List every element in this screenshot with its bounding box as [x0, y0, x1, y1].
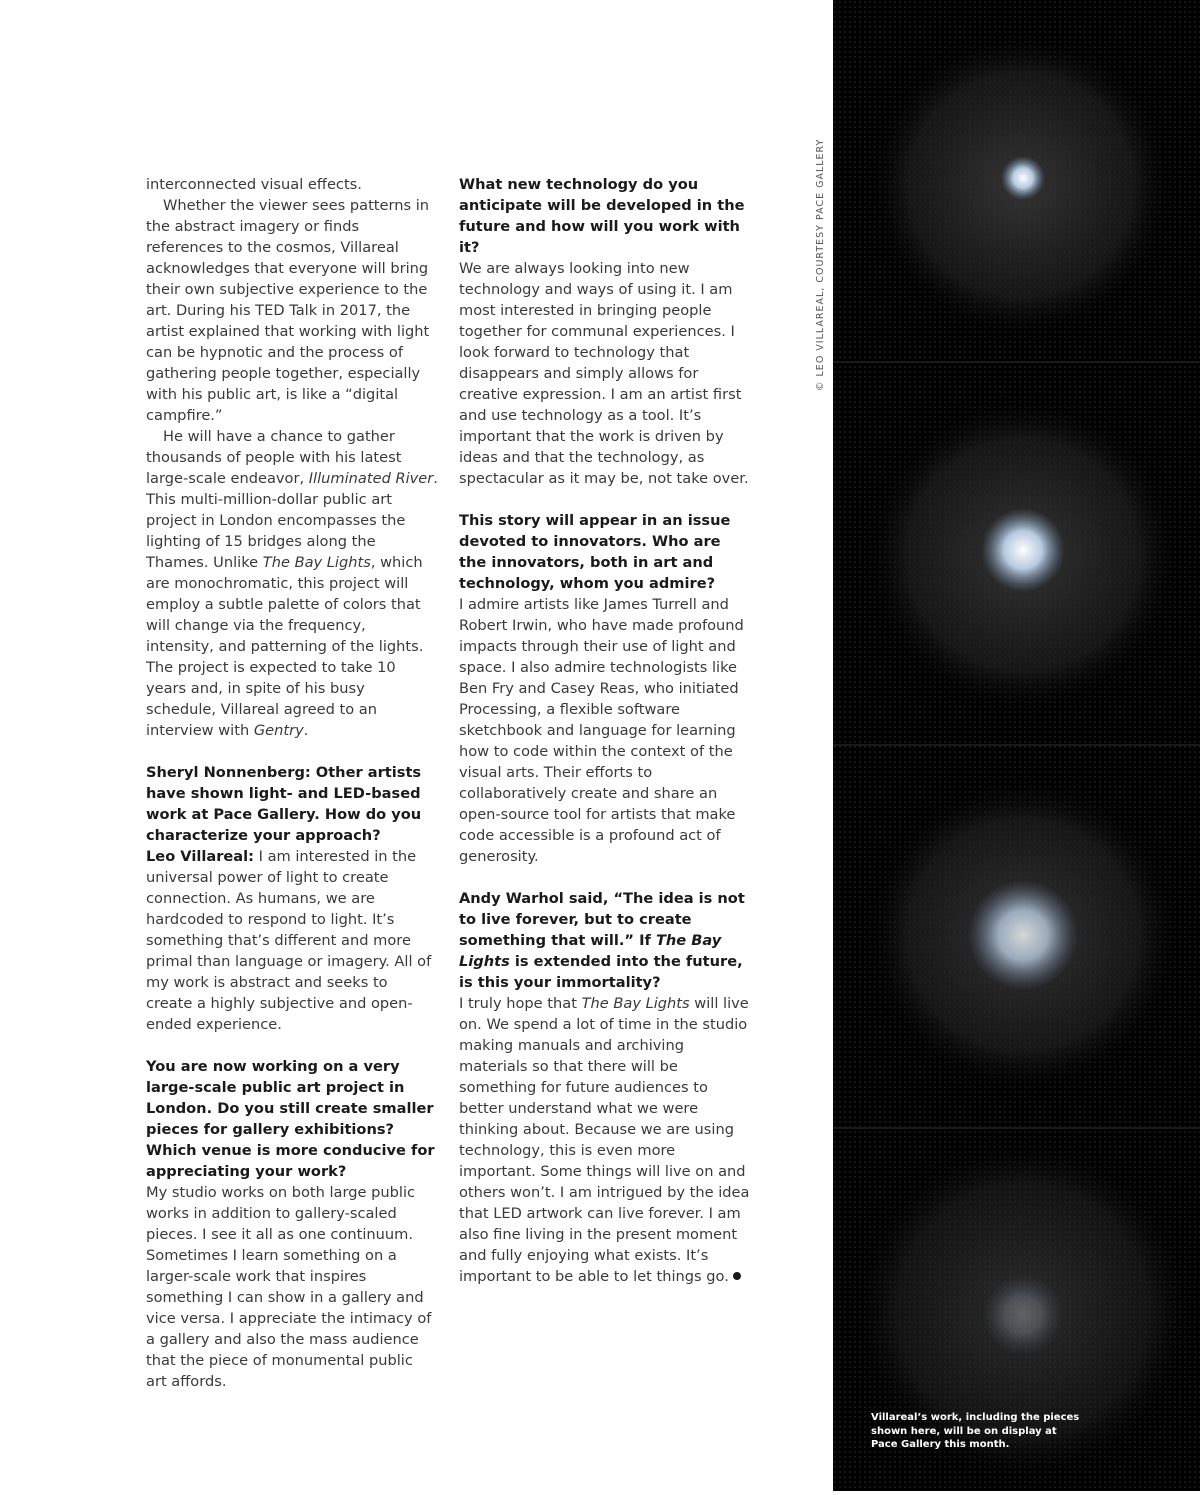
paragraph: Whether the viewer sees patterns in the abstract imagery or finds references to the cosmos, Villareal acknowledges that everyone will bring their own subjective experience to the art. During his TED Talk in 2017, the artist explained that working with light can be hypnotic and the process of gathering people together, especially with his public art, is like a “digital campfire.” [146, 197, 430, 424]
interview-answer: I admire artists like James Turrell and Robert Irwin, who have made profound impacts through their use of light and space. I also admire technologists like Ben Fry and Casey Reas, who initiated Processing, a flexible software sketchbook and language for learning how to code within the context of the visual arts. Their efforts to collaboratively create and share an open-source tool for artists that make code accessible is a profound act of generosity. [459, 596, 744, 865]
interview-question: Sheryl Nonnenberg: Other artists have shown light- and LED-based work at Pace Gallery. How do you characterize your approach? [146, 764, 422, 844]
light-sphere-2 [858, 390, 1188, 720]
article-column-middle [459, 174, 751, 1287]
artwork-title: The Bay Lights [262, 554, 371, 571]
artwork-title: The Bay Lights [459, 932, 722, 970]
interview-answer: We are always looking into new technology and ways of using it. I am most interested in bringing people together for communal experiences. I look forward to technology that disappears and simply allows for creative expression. I am an artist first and use technology as a tool. It’s important that the work is driven by ideas and that the technology, as spectacular as it may be, not take over. [459, 260, 749, 487]
interview-answer: I truly hope that The Bay Lights will live on. We spend a lot of time in the studio making manuals and archiving materials so that there will be something for future audiences to better understand what we were thinking about. Because we are using technology, this is even more important. Some things will live on and others won’t. I am intrigued by the idea that LED artwork can live forever. I am also fine living in the present moment and fully enjoying what exists. It’s important to be able to let things go. [459, 995, 750, 1285]
led-artwork-image [833, 0, 1200, 1491]
image-caption: Villareal’s work, including the pieces shown here, will be on display at Pace Gallery this month. [871, 1412, 1080, 1450]
paragraph: He will have a chance to gather thousands of people with his latest large-scale endeavor, Illuminated River. This multi-million-dollar public art project in London encompasses the lighting of 15 bridges along the Thames. Unlike The Bay Lights, which are monochromatic, this project will employ a subtle palette of colors that will change via the frequency, intensity, and patterning of the lights. The project is expected to take 10 years and, in spite of his busy schedule, Villareal agreed to an interview with Gentry. [146, 428, 438, 739]
artwork-title: Illuminated River [308, 470, 434, 487]
light-sphere-3 [858, 770, 1188, 1100]
interview-question: This story will appear in an issue devoted to innovators. Who are the innovators, both in art and technology, whom you admire? [459, 512, 731, 592]
light-sphere-1 [861, 25, 1181, 345]
interview-question: You are now working on a very large-scale public art project in London. Do you still create smaller pieces for gallery exhibitions? Which venue is more conducive for appreciating your work? [146, 1058, 435, 1180]
magazine-title: Gentry [253, 722, 304, 739]
artwork-title: The Bay Lights [581, 995, 690, 1012]
artwork-photo-panel [833, 0, 1200, 1491]
interview-question: What new technology do you anticipate will be developed in the future and how will you work with it? [459, 176, 745, 256]
photo-credit: © LEO VILLAREAL, COURTESY PACE GALLERY [815, 138, 826, 391]
article-column-left [146, 174, 438, 1392]
speaker-name: Leo Villareal: [146, 848, 254, 865]
interview-answer: Leo Villareal: I am interested in the universal power of light to create connection. As humans, we are hardcoded to respond to light. It’s something that’s different and more primal than language or imagery. All of my work is abstract and seeks to create a highly subjective and open-ended experience. [146, 848, 432, 1033]
end-mark-icon [733, 1272, 741, 1280]
interview-answer: My studio works on both large public works in addition to gallery-scaled pieces. I see it all as one continuum. Sometimes I learn something on a larger-scale work that inspires something I can show in a gallery and vice versa. I appreciate the intimacy of a gallery and also the mass audience that the piece of monumental public art affords. [146, 1184, 432, 1390]
paragraph: interconnected visual effects. [146, 176, 362, 193]
interview-question: Andy Warhol said, “The idea is not to live forever, but to create something that will.” If The Bay Lights is extended into the future, is this your immortality? [459, 890, 745, 991]
